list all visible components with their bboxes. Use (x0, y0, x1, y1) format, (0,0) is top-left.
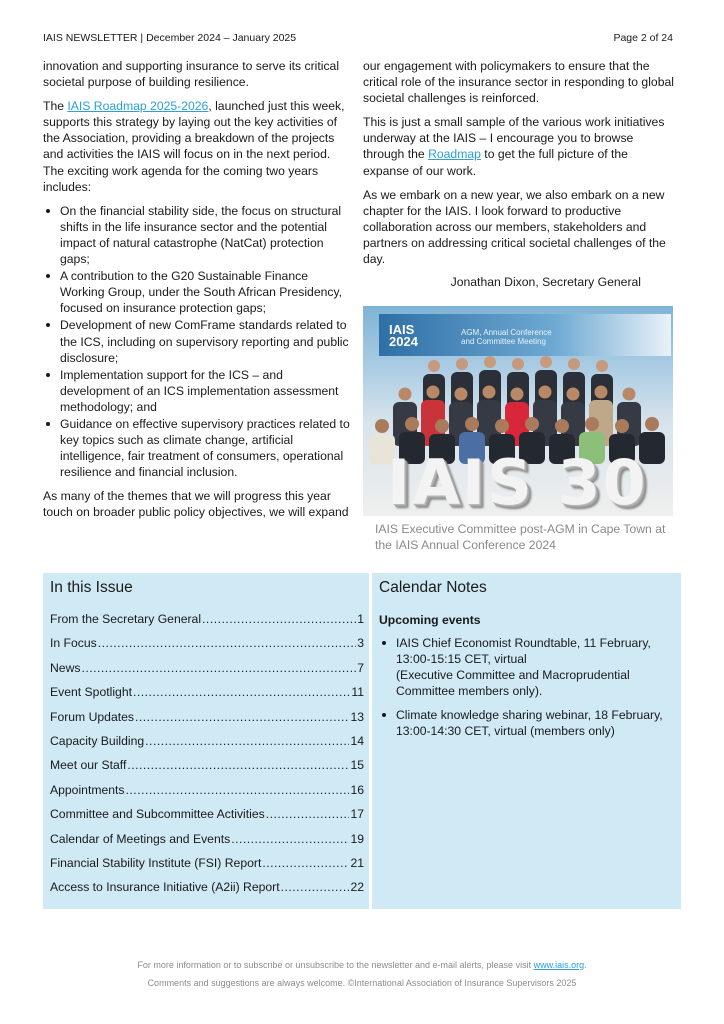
toc-label: In Focus (50, 636, 97, 651)
toc-item[interactable] (50, 685, 364, 709)
toc-item[interactable] (50, 734, 364, 758)
paragraph: As we embark on a new year, we also embark on a new chapter for the IAIS. I look forward to productive collaboration across our members, stakeholders and partners on addressing critical societal challenges of the day. (363, 187, 666, 267)
paragraph-text: to get the full picture of the expanse of our work. (363, 147, 628, 178)
toc-leader (202, 612, 356, 626)
page-header (43, 32, 673, 44)
back-row-heads (428, 356, 608, 372)
banner-text-line: AGM, Annual Conference (461, 328, 552, 337)
list-item: Implementation support for the ICS – and development of an ICS implementation assessment methodology; and (43, 367, 353, 415)
toc-leader (98, 636, 356, 650)
paragraph: As many of the themes that we will progress this year touch on broader public policy objectives, we will expand (43, 489, 349, 520)
upcoming-events-heading: Upcoming events (379, 613, 481, 627)
banner-text-line: and Committee Meeting (461, 337, 546, 346)
table-of-contents (50, 612, 364, 905)
toc-leader (127, 758, 349, 772)
paragraph-roadmap-browse (363, 114, 674, 178)
toc-item[interactable] (50, 832, 364, 856)
page-number: Page 2 of 24 (613, 32, 673, 44)
toc-label: Event Spotlight (50, 685, 132, 700)
toc-leader (231, 832, 349, 846)
toc-page: 21 (350, 855, 364, 870)
toc-item[interactable] (50, 612, 364, 636)
toc-label: Committee and Subcommittee Activities (50, 807, 265, 822)
calendar-notes-box (372, 573, 681, 909)
toc-item[interactable] (50, 661, 364, 685)
toc-page: 14 (350, 733, 364, 748)
iais-30-sign: IAIS 30 (387, 446, 648, 516)
newsletter-title: IAIS NEWSLETTER | December 2024 – January 2025 (43, 32, 297, 44)
toc-leader (81, 661, 356, 675)
event-note: (Executive Committee and Macroprudential Committee members only). (396, 668, 630, 698)
banner-logo-text: IAIS (389, 322, 415, 337)
in-this-issue-box (43, 573, 369, 909)
toc-leader (281, 880, 350, 894)
footer-line (0, 956, 724, 974)
toc-label: Forum Updates (50, 709, 134, 724)
list-item: A contribution to the G20 Sustainable Finance Working Group, under the South African Presidency, focused on insurance protection gaps; (43, 268, 353, 316)
left-column (43, 58, 353, 529)
iais-website-link[interactable]: www.iais.org (533, 960, 585, 970)
paragraph-text: This is just a small sample of the various work initiatives underway at the IAIS – I encourage you to browse through the (363, 115, 665, 162)
toc-label: Meet our Staff (50, 758, 127, 773)
toc-leader (135, 710, 349, 724)
toc-label: From the Secretary General (50, 612, 202, 626)
iais-logo (389, 324, 418, 348)
toc-item[interactable] (50, 636, 364, 660)
toc-item[interactable] (50, 758, 364, 782)
toc-leader (145, 734, 349, 748)
toc-page: 17 (350, 807, 364, 822)
toc-leader (262, 856, 349, 870)
toc-label: Access to Insurance Initiative (A2ii) Report (50, 880, 280, 895)
banner-text (461, 328, 552, 346)
footer-copyright: Comments and suggestions are always welcome. ©International Association of Insurance Supervisors 2025 (147, 978, 577, 988)
toc-page: 22 (350, 880, 364, 895)
toc-label: Capacity Building (50, 733, 145, 748)
agenda-list (43, 203, 353, 481)
toc-page: 16 (350, 782, 364, 797)
event-text: Climate knowledge sharing webinar, 18 February, 13:00-14:30 CET, virtual (members only) (396, 708, 663, 738)
toc-leader (133, 685, 350, 699)
paragraph-text: The (43, 99, 68, 114)
paragraph: innovation and supporting insurance to serve its critical societal purpose of building resilience. (43, 59, 340, 90)
footer-text: . (584, 960, 587, 970)
toc-item[interactable] (50, 856, 364, 880)
toc-item[interactable] (50, 807, 364, 831)
list-item: On the financial stability side, the focus on structural shifts in the life insurance sector and the potential impact of natural catastrophe (NatCat) protection gaps; (43, 203, 353, 267)
toc-leader (266, 807, 350, 821)
list-item: Guidance on effective supervisory practices related to key topics such as climate change, artificial intelligence, fair treatment of consumers, operational resilience and financial inclusion. (43, 416, 353, 480)
toc-page: 1 (357, 612, 364, 626)
toc-item[interactable] (50, 783, 364, 807)
signature: Jonathan Dixon, Secretary General (450, 275, 641, 290)
in-this-issue-title: In this Issue (50, 579, 133, 596)
event-item (379, 635, 679, 699)
group-photo (363, 306, 673, 516)
toc-leader (126, 783, 350, 797)
roadmap-link[interactable]: IAIS Roadmap 2025-2026 (67, 99, 209, 114)
roadmap-link[interactable]: Roadmap (428, 147, 481, 162)
event-item (379, 707, 679, 739)
toc-page: 19 (350, 831, 364, 846)
toc-item[interactable] (50, 880, 364, 904)
page-footer (0, 956, 724, 992)
photo-caption: IAIS Executive Committee post-AGM in Cape Town at the IAIS Annual Conference 2024 (375, 522, 666, 552)
toc-page: 13 (350, 709, 364, 724)
calendar-notes-title: Calendar Notes (379, 579, 487, 596)
conference-banner (379, 314, 671, 356)
toc-page: 11 (351, 685, 364, 700)
toc-label: News (50, 660, 81, 675)
toc-label: Calendar of Meetings and Events (50, 831, 231, 846)
banner-year: 2024 (389, 334, 418, 349)
events-list (379, 635, 679, 747)
toc-page: 7 (357, 660, 364, 675)
list-item: Development of new ComFrame standards related to the ICS, including on supervisory reporting and public disclosure; (43, 317, 353, 365)
toc-item[interactable] (50, 710, 364, 734)
right-column (363, 58, 674, 298)
toc-label: Appointments (50, 782, 125, 797)
paragraph-roadmap (43, 98, 353, 195)
paragraph: our engagement with policymakers to ensure that the critical role of the insurance sector in responding to global societal challenges is reinforced. (363, 59, 674, 106)
toc-page: 15 (350, 758, 364, 773)
footer-text: For more information or to subscribe or unsubscribe to the newsletter and e-mail alerts, please visit (137, 960, 534, 970)
event-text: IAIS Chief Economist Roundtable, 11 February, 13:00-15:15 CET, virtual (396, 636, 651, 666)
toc-label: Financial Stability Institute (FSI) Report (50, 855, 262, 870)
middle-row-heads (399, 386, 636, 401)
toc-page: 3 (357, 636, 364, 651)
paragraph-text: , launched just this week, supports this strategy by laying out the key activities of the Association, providing a breakdown of the projects and activities the IAIS will focus on in the next period. The exciting work agenda for the coming two years includes: (43, 99, 345, 194)
